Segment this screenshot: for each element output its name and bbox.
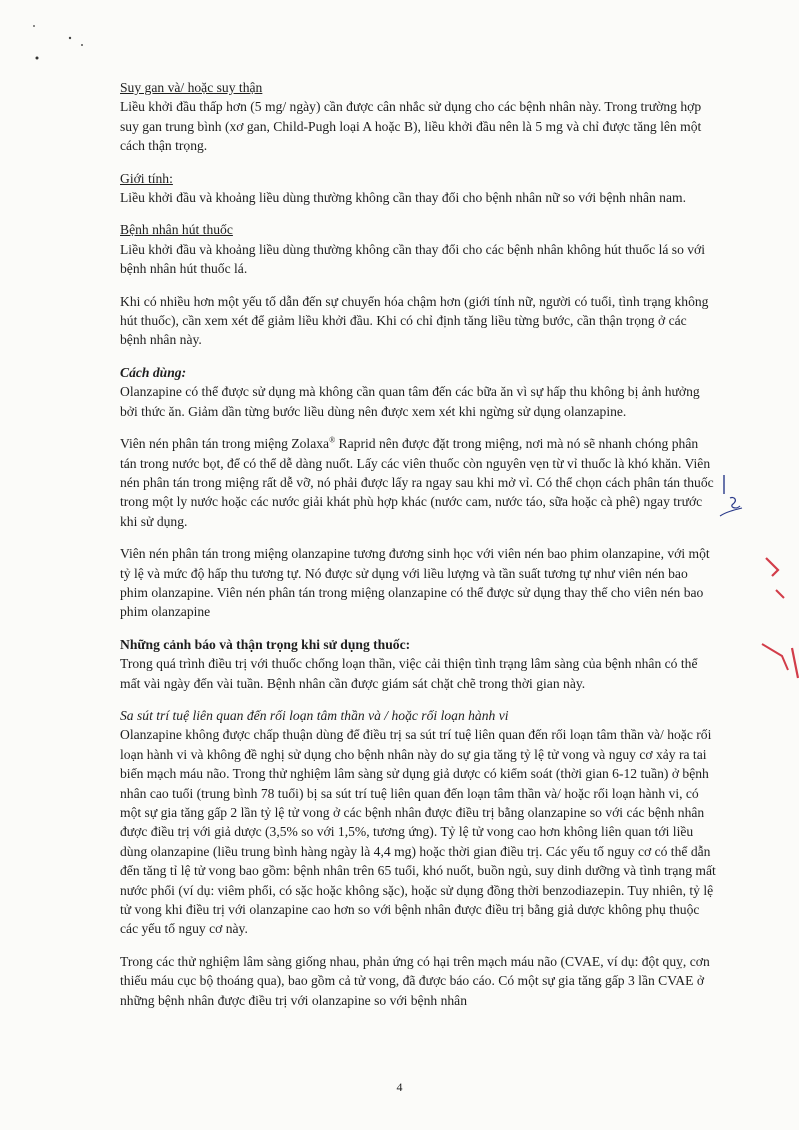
orodispersible-text: Viên nén phân tán trong miệng Zolaxa® Raprid nên được đặt trong miệng, nơi mà nó sẽ nhanh chóng phân tán trong nước bọt, để có thể dễ dàng nuốt. Lấy các viên thuốc còn nguyên vẹn từ vỉ thuốc là khó khăn. Viên nén phân tán trong miệng rất dễ vỡ, nó phải được lấy ra ngay sau khi mở vỉ. Có thể chọn cách phân tán thuốc trong một ly nước hoặc các nước giải khát phù hợp khác (nước cam, nước táo, sữa hoặc cà phê) ngay trước khi sử dụng. [120,435,714,529]
gender-text: Liều khởi đầu và khoảng liều dùng thường không cần thay đổi cho bệnh nhân nữ so với bệnh nhân nam. [120,190,686,206]
handwritten-margin-mark [716,470,746,530]
gender-heading: Giới tính: [120,170,173,186]
administration-text: Olanzapine có thể được sử dụng mà không cần quan tâm đến các bữa ăn vì sự hấp thu không bị ảnh hưởng bởi thức ăn. Giảm dần từng bước liều dùng nên được xem xét khi ngừng sử dụng olanzapine. [120,384,700,419]
slow-metabolism-text: Khi có nhiều hơn một yếu tố dẫn đến sự chuyển hóa chậm hơn (giới tính nữ, người có tuổi, tình trạng không hút thuốc), cần xem xét để giảm liều khởi đầu. Khi có chỉ định tăng liều từng bước, cần thận trọng ở các bệnh nhân này. [120,293,709,348]
registered-mark: ® [329,435,336,445]
smokers-text: Liều khởi đầu và khoảng liều dùng thường không cần thay đổi cho các bệnh nhân không hút thuốc lá so với bệnh nhân hút thuốc lá. [120,241,706,277]
warnings-heading: Những cảnh báo và thận trọng khi sử dụng thuốc: [120,636,411,652]
liver-kidney-heading: Suy gan và/ hoặc suy thận [120,80,263,95]
liver-kidney-text: Liều khởi đầu thấp hơn (5 mg/ ngày) cần được cân nhắc sử dụng cho các bệnh nhân này. Trong trường hợp suy gan trung bình (xơ gan, Child-Pugh loại A hoặc B), liều khởi đầu nên là 5 mg và chỉ được tăng lên một cách thận trọng. [120,99,702,154]
dementia-heading: Sa sút trí tuệ liên quan đến rối loạn tâm thần và / hoặc rối loạn hành vi [120,707,509,723]
page-number: 4 [396,1080,403,1094]
administration-heading: Cách dùng: [120,364,187,380]
dementia-text: Olanzapine không được chấp thuận dùng để điều trị sa sút trí tuệ liên quan đến rối loạn tâm thần và/ hoặc rối loạn hành vi và không đề nghị sử dụng cho bệnh nhân này do sự gia tăng tỷ lệ tử vong và nguy cơ xảy ra tai biến mạch máu não. Trong thử nghiệm lâm sàng sử dụng giả dược có kiểm soát (thời gian 6-12 tuần) ở bệnh nhân cao tuổi (trung bình 78 tuổi) bị sa sút trí tuệ liên quan đến loạn tâm thần và/ hoặc rối loạn hành vi, có một sự gia tăng gấp 2 lần tỷ lệ tử vong ở các bệnh nhân được điều trị bằng olanzapine so với các bệnh nhân được điều trị với giả dược (3,5% so với 1,5%, tương ứng). Tỷ lệ tử vong cao hơn không liên quan tới liều dùng olanzapine (liều trung bình hàng ngày là 4,4 mg) hoặc thời gian điều trị. Các yếu tố nguy cơ có thể dẫn đến tăng tỉ lệ tử vong bao gồm: bệnh nhân trên 65 tuổi, khó nuốt, buồn ngủ, suy dinh dưỡng và tình trạng mất nước phổi (ví dụ: viêm phổi, có sặc hoặc không sặc), hoặc sử dụng đồng thời benzodiazepin. Tuy nhiên, tỷ lệ tử vong khi điều trị với olanzapine cao hơn so với bệnh nhân được điều trị bằng giả dược không phụ thuộc các yếu tố nguy cơ này. [120,727,716,937]
red-stamp-edge [752,548,799,698]
bioequivalence-text: Viên nén phân tán trong miệng olanzapine tương đương sinh học với viên nén bao phim olanzapine, với một tỷ lệ và mức độ hấp thu tương tự. Nó được sử dụng với liều lượng và tần suất tương tự như viên nén bao phim olanzapine. Viên nén phân tán trong miệng olanzapine có thể được sử dụng thay thế cho viên nén bao phim olanzapine [120,546,710,620]
document-body [120,78,716,1010]
cvae-text: Trong các thử nghiệm lâm sàng giống nhau, phản ứng có hại trên mạch máu não (CVAE, ví dụ: đột quỵ, cơn thiếu máu cục bộ thoáng qua), bao gồm cả tử vong, đã được báo cáo. Có một sự gia tăng gấp 3 lần CVAE ở những bệnh nhân được điều trị với olanzapine so với bệnh nhân [120,953,710,1008]
warnings-text: Trong quá trình điều trị với thuốc chống loạn thần, việc cải thiện tình trạng lâm sàng của bệnh nhân có thể mất vài ngày đến vài tuần. Bệnh nhân cần được giám sát chặt chẽ trong thời gian này. [120,656,698,691]
smokers-heading: Bệnh nhân hút thuốc [120,222,233,238]
